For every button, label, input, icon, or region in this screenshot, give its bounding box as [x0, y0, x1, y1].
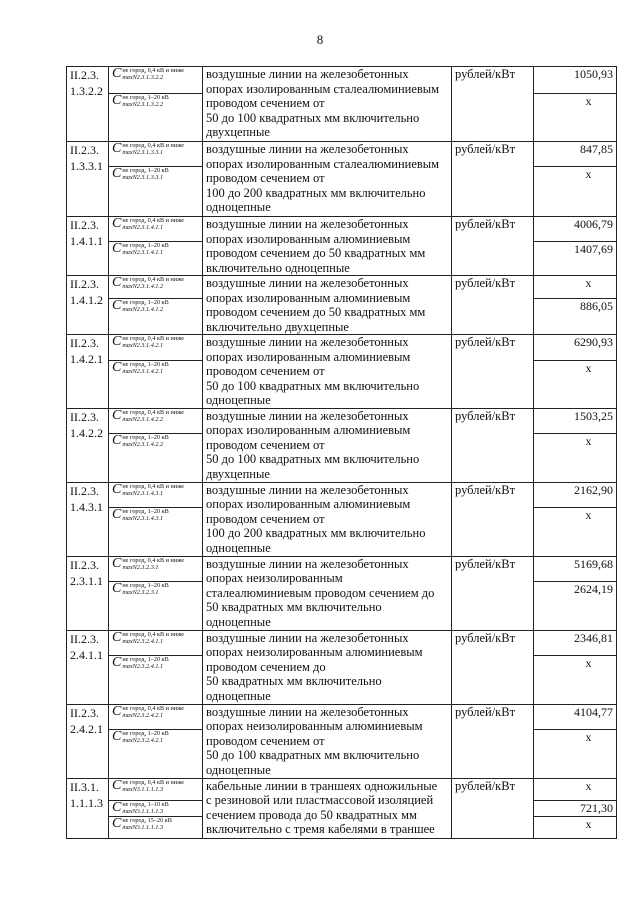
item-code: II.3.1.1.1.1.3 [67, 778, 109, 838]
rate-symbol-index: maxN2.3.2.4.1.1 [122, 662, 164, 670]
description-line: включительно двухцепные [206, 319, 349, 334]
rate-symbol-index: maxN2.3.1.4.1.1 [122, 249, 164, 257]
rate-symbol [109, 142, 203, 167]
unit-label: рублей/кВт [452, 217, 534, 276]
rate-value: 2346,81 [534, 630, 617, 655]
rate-symbol-index: maxN2.3.2.4.1.1 [122, 637, 164, 645]
rate-symbol [109, 433, 203, 482]
table-row [67, 630, 617, 655]
description-line: проводом сечением от [206, 171, 325, 185]
rate-symbol-letter: C [112, 275, 122, 290]
rate-value: 1407,69 [534, 242, 617, 276]
rate-value: x [534, 655, 617, 704]
description-line: проводом сечением до [206, 659, 326, 674]
description-line: с резиновой или пластмассовой изоляцией [206, 793, 434, 807]
unit-label: рублей/кВт [452, 482, 534, 556]
rate-symbol [109, 408, 203, 433]
rate-symbol [109, 94, 203, 142]
rate-symbol-letter: C [112, 581, 122, 596]
description-line: 50 до 100 квадратных мм включительно [206, 110, 420, 125]
rate-symbol-index: maxN2.3.1.3.3.1 [122, 149, 164, 156]
description-line: проводом сечением от [206, 511, 325, 526]
rate-symbol-condition: не город, 1–10 кВ [122, 800, 169, 808]
rate-symbol-index: maxN2.3.1.4.1.1 [122, 224, 164, 231]
item-description [203, 142, 452, 217]
description-line: 100 до 200 квадратных мм включительно [206, 185, 426, 200]
rate-symbol-condition: не город, 1–20 кВ [122, 298, 169, 306]
item-code: II.2.3.1.3.2.2 [67, 67, 109, 142]
rate-value: 886,05 [534, 298, 617, 334]
rate-symbol-letter: C [112, 433, 122, 448]
description-line: проводом сечением до 50 квадратных мм [206, 305, 426, 319]
rate-symbol-index: maxN2.3.1.4.3.1 [122, 489, 164, 497]
rate-value: x [534, 360, 617, 408]
rate-value: 4006,79 [534, 217, 617, 242]
rate-symbol-condition: не город, 1–20 кВ [122, 433, 169, 441]
description-line: 50 квадратных мм включительно [206, 674, 382, 688]
rate-symbol-condition: не город, 0,4 кВ и ниже [122, 335, 185, 342]
description-line: сечением провода до 50 квадратных мм [206, 807, 417, 822]
description-line: опорах неизолированным алюминиевым [206, 719, 423, 733]
rate-symbol [109, 217, 203, 242]
rate-symbol-index: maxN2.3.1.4.2.2 [122, 415, 164, 423]
rate-symbol [109, 360, 203, 408]
rate-symbol-condition: не город, 0,4 кВ и ниже [122, 408, 185, 416]
rate-symbol-letter: C [112, 141, 122, 156]
description-line: воздушные линии на железобетонных [206, 217, 409, 231]
rate-value: x [534, 729, 617, 778]
item-description [203, 630, 452, 704]
page-number: 8 [316, 32, 324, 47]
description-line: проводом сечением до 50 квадратных мм [206, 246, 426, 260]
rate-value: 2162,90 [534, 482, 617, 507]
description-line: 50 до 100 квадратных мм включительно [206, 378, 420, 393]
rate-symbol [109, 242, 203, 276]
description-line: одноцепные [206, 688, 271, 703]
table-row [67, 276, 617, 299]
rate-symbol-condition: не город, 0,4 кВ и ниже [122, 67, 185, 74]
description-line: одноцепные [206, 393, 271, 407]
rate-symbol-condition: не город, 0,4 кВ и ниже [122, 482, 185, 490]
rate-symbol-condition: не город, 1–20 кВ [122, 167, 169, 174]
rate-symbol-index: maxN2.3.2.3.1 [122, 563, 159, 571]
rates-table-body [67, 67, 617, 839]
item-description [203, 335, 452, 409]
rate-symbol-condition: не город, 1–20 кВ [122, 729, 169, 737]
unit-label: рублей/кВт [452, 142, 534, 217]
description-line: воздушные линии на железобетонных [206, 704, 409, 719]
table-row [67, 142, 617, 167]
description-line: сталеалюминиевым проводом сечением до [206, 585, 435, 600]
description-line: опорах изолированным алюминиевым [206, 290, 411, 305]
item-code: II.2.3.1.4.1.2 [67, 276, 109, 335]
rate-symbol [109, 655, 203, 704]
rate-symbol [109, 556, 203, 581]
rate-symbol-letter: C [112, 778, 122, 793]
rate-symbol-index: maxN2.3.1.3.2.2 [122, 74, 164, 81]
rate-symbol [109, 335, 203, 361]
rate-symbol-condition: не город, 1–20 кВ [122, 655, 169, 663]
table-row [67, 704, 617, 729]
rate-symbol-index: maxN2.3.1.4.2.1 [122, 342, 164, 349]
unit-label: рублей/кВт [452, 630, 534, 704]
description-line: воздушные линии на железобетонных [206, 630, 409, 645]
rate-symbol-letter: C [112, 482, 122, 497]
rate-symbol-letter: C [112, 408, 122, 423]
description-line: опорах изолированным алюминиевым [206, 423, 411, 437]
item-code: II.2.3.2.4.2.1 [67, 704, 109, 778]
unit-label: рублей/кВт [452, 67, 534, 142]
description-line: включительно одноцепные [206, 260, 350, 275]
description-line: опорах изолированным алюминиевым [206, 497, 411, 511]
rate-symbol-condition: не город, 0,4 кВ и ниже [122, 630, 185, 638]
rate-symbol-letter: C [112, 816, 122, 831]
item-code: II.2.3.1.3.3.1 [67, 142, 109, 217]
rate-symbol-condition: не город, 1–20 кВ [122, 360, 169, 368]
table-row [67, 482, 617, 507]
rate-symbol [109, 704, 203, 729]
rate-symbol [109, 581, 203, 630]
rate-symbol-letter: C [112, 93, 122, 108]
rate-symbol-letter: C [112, 800, 122, 815]
description-line: проводом сечением от [206, 96, 325, 110]
item-description [203, 482, 452, 556]
rate-symbol-index: maxN2.3.1.3.3.1 [122, 174, 164, 181]
description-line: двухцепные [206, 125, 270, 139]
item-code: II.2.3.2.3.1.1 [67, 556, 109, 630]
rate-symbol-letter: C [112, 360, 122, 375]
rate-symbol-letter: C [112, 216, 122, 231]
item-description [203, 556, 452, 630]
rate-symbol [109, 67, 203, 94]
rate-symbol-index: maxN2.3.1.4.2.1 [122, 367, 164, 375]
table-row [67, 67, 617, 94]
rate-symbol [109, 816, 203, 838]
rate-value: x [534, 816, 617, 838]
rate-value: 721,30 [534, 800, 617, 816]
rate-symbol-letter: C [112, 630, 122, 645]
rate-symbol-condition: не город, 1–20 кВ [122, 242, 169, 250]
rate-symbol [109, 507, 203, 556]
rate-symbol-condition: не город, 15–20 кВ [122, 816, 172, 824]
rate-symbol-letter: C [112, 655, 122, 670]
table-row [67, 217, 617, 242]
rate-symbol [109, 800, 203, 816]
unit-label: рублей/кВт [452, 556, 534, 630]
description-line: одноцепные [206, 614, 271, 629]
rate-symbol-condition: не город, 0,4 кВ и ниже [122, 556, 185, 564]
rate-value: x [534, 94, 617, 142]
rate-symbol-letter: C [112, 166, 122, 181]
rate-symbol [109, 630, 203, 655]
description-line: воздушные линии на железобетонных [206, 67, 409, 81]
rate-symbol-condition: не город, 0,4 кВ и ниже [122, 778, 185, 786]
description-line: воздушные линии на железобетонных [206, 276, 409, 290]
description-line: воздушные линии на железобетонных [206, 142, 409, 156]
unit-label: рублей/кВт [452, 276, 534, 335]
description-line: опорах изолированным алюминиевым [206, 231, 411, 246]
item-description [203, 217, 452, 276]
item-code: II.2.3.1.4.3.1 [67, 482, 109, 556]
rate-symbol-condition: не город, 0,4 кВ и ниже [122, 217, 185, 224]
rate-symbol-index: maxN3.1.1.1.1.3 [122, 823, 164, 831]
table-row [67, 778, 617, 800]
description-line: опорах неизолированным алюминиевым [206, 645, 423, 659]
rate-symbol-index: maxN2.3.1.4.3.1 [122, 514, 164, 522]
description-line: двухцепные [206, 466, 270, 481]
rate-symbol-index: maxN2.3.1.4.2.2 [122, 440, 164, 448]
item-description [203, 704, 452, 778]
rate-symbol-index: maxN2.3.1.3.2.2 [122, 101, 164, 108]
unit-label: рублей/кВт [452, 778, 534, 838]
item-description [203, 408, 452, 482]
item-code: II.2.3.1.4.1.1 [67, 217, 109, 276]
description-line: проводом сечением от [206, 364, 325, 378]
rate-symbol [109, 729, 203, 778]
description-line: опорах изолированным сталеалюминиевым [206, 156, 440, 171]
rate-value: x [534, 276, 617, 299]
table-row [67, 556, 617, 581]
description-line: воздушные линии на железобетонных [206, 482, 409, 497]
rate-symbol-index: maxN2.3.1.4.1.2 [122, 305, 164, 313]
description-line: 50 до 100 квадратных мм включительно [206, 452, 420, 466]
rate-value: x [534, 167, 617, 217]
rate-symbol-letter: C [112, 298, 122, 313]
description-line: включительно с тремя кабелями в траншее [206, 822, 435, 836]
rate-symbol-letter: C [112, 507, 122, 522]
rate-value: 847,85 [534, 142, 617, 167]
rate-symbol [109, 298, 203, 334]
rate-value: 1050,93 [534, 67, 617, 94]
rate-symbol [109, 778, 203, 800]
rate-value: 2624,19 [534, 581, 617, 630]
description-line: воздушные линии на железобетонных [206, 408, 409, 423]
item-description [203, 67, 452, 142]
rate-symbol-condition: не город, 1–20 кВ [122, 94, 169, 101]
rate-symbol-letter: C [112, 66, 122, 81]
rate-symbol-condition: не город, 0,4 кВ и ниже [122, 276, 185, 283]
rate-value: 4104,77 [534, 704, 617, 729]
table-row [67, 408, 617, 433]
unit-label: рублей/кВт [452, 408, 534, 482]
description-line: воздушные линии на железобетонных [206, 556, 409, 571]
rate-symbol [109, 167, 203, 217]
description-line: 100 до 200 квадратных мм включительно [206, 526, 426, 540]
item-description [203, 276, 452, 335]
description-line: одноцепные [206, 200, 271, 214]
rate-symbol-index: maxN3.1.1.1.1.3 [122, 807, 164, 815]
rate-symbol-letter: C [112, 556, 122, 571]
table-row [67, 335, 617, 361]
rate-symbol [109, 482, 203, 507]
rate-symbol-letter: C [112, 241, 122, 257]
rate-symbol-letter: C [112, 334, 122, 349]
unit-label: рублей/кВт [452, 704, 534, 778]
description-line: проводом сечением от [206, 437, 325, 452]
rate-value: 1503,25 [534, 408, 617, 433]
description-line: воздушные линии на железобетонных [206, 335, 409, 349]
description-line: опорах изолированным алюминиевым [206, 349, 411, 364]
description-line: опорах изолированным сталеалюминиевым [206, 81, 440, 96]
description-line: кабельные линии в траншеях одножильные [206, 778, 438, 793]
rate-symbol-index: maxN3.1.1.1.1.3 [122, 785, 164, 793]
rate-value: x [534, 433, 617, 482]
rate-symbol-index: maxN2.3.2.4.2.1 [122, 736, 164, 744]
item-code: II.2.3.1.4.2.1 [67, 335, 109, 409]
description-line: проводом сечением от [206, 733, 325, 748]
item-code: II.2.3.1.4.2.2 [67, 408, 109, 482]
rate-symbol-index: maxN2.3.2.3.1 [122, 588, 159, 596]
description-line: одноцепные [206, 762, 271, 777]
rates-table [66, 66, 617, 839]
rate-value: x [534, 507, 617, 556]
item-description [203, 778, 452, 838]
rate-symbol-condition: не город, 1–20 кВ [122, 581, 169, 589]
rate-symbol [109, 276, 203, 299]
description-line: опорах неизолированным [206, 571, 343, 585]
rate-value: 5169,68 [534, 556, 617, 581]
unit-label: рублей/кВт [452, 335, 534, 409]
rate-symbol-index: maxN2.3.2.4.2.1 [122, 711, 164, 719]
rate-symbol-letter: C [112, 729, 122, 744]
item-code: II.2.3.2.4.1.1 [67, 630, 109, 704]
rate-symbol-letter: C [112, 704, 122, 719]
rate-value: 6290,93 [534, 335, 617, 361]
rate-symbol-condition: не город, 0,4 кВ и ниже [122, 704, 185, 712]
description-line: 50 квадратных мм включительно [206, 600, 382, 614]
rate-symbol-index: maxN2.3.1.4.1.2 [122, 283, 164, 290]
rate-value: x [534, 778, 617, 800]
rate-symbol-condition: не город, 0,4 кВ и ниже [122, 142, 185, 149]
description-line: одноцепные [206, 540, 271, 555]
description-line: 50 до 100 квадратных мм включительно [206, 748, 420, 762]
rate-symbol-condition: не город, 1–20 кВ [122, 507, 169, 515]
